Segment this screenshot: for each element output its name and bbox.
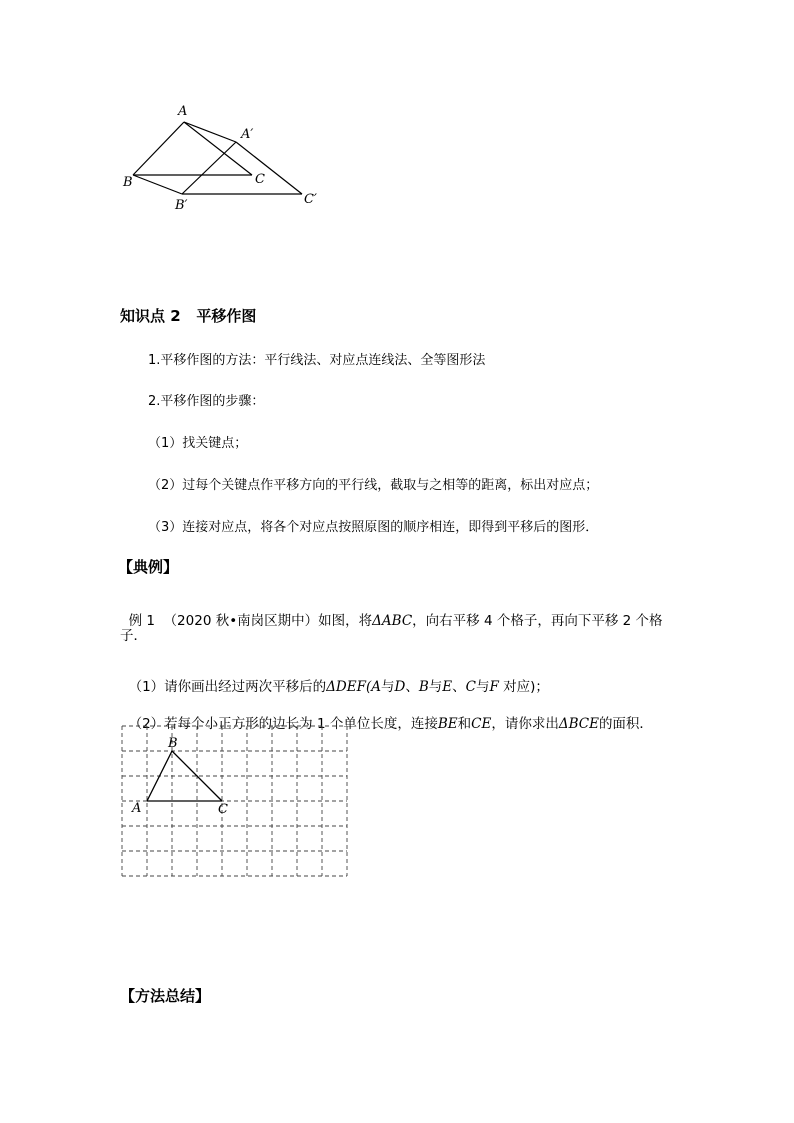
label-b-prime: B′ — [175, 198, 188, 213]
q1-with3: 与 — [475, 679, 490, 695]
step-2: （2）过每个关键点作平移方向的平行线，截取与之相等的距离，标出对应点； — [148, 478, 599, 493]
segment-a'b' — [182, 142, 236, 194]
grid-label-a: A — [132, 801, 142, 816]
q1-f: F — [489, 679, 499, 695]
q1-sep2: 、 — [452, 679, 466, 695]
segment-ab — [133, 122, 184, 175]
q1-end: 对应)； — [498, 679, 549, 695]
q1-d: D — [394, 679, 406, 695]
segment-bc-grid — [172, 751, 222, 801]
label-a-prime: A′ — [241, 127, 254, 142]
grid-label-c: C — [218, 802, 228, 817]
summary-title: 【方法总结】 — [120, 987, 211, 1005]
method-text: 1.平移作图的方法：平行线法、对应点连线法、全等图形法 — [148, 353, 486, 368]
q2-ce: CE — [471, 716, 492, 732]
question-2 — [120, 696, 653, 732]
triangle-abc: ΔABC — [372, 613, 413, 629]
example-line-2: 子． — [120, 628, 147, 644]
grid-label-b: B — [168, 736, 178, 751]
q1-sep1: 、 — [405, 679, 419, 695]
label-c: C — [255, 172, 265, 187]
step-3: （3）连接对应点，将各个对应点按照原图的顺序相连，即得到平移后的图形． — [148, 520, 599, 535]
q2-text-c: ，请你求出 — [491, 716, 559, 732]
segment-bb' — [133, 175, 182, 194]
example-title: 【典例】 — [118, 558, 179, 576]
example-intro: 例 1 （2020 秋•南岗区期中）如图，将 — [128, 613, 373, 629]
q2-end: 的面积． — [598, 716, 653, 732]
label-a: A — [178, 104, 188, 119]
example-translation: ，向右平移 4 个格子，再向下平移 2 个格 — [412, 613, 663, 629]
q1-text-b: 与 — [381, 679, 395, 695]
example-line-1 — [120, 593, 663, 629]
q1-def: ΔDEF(A — [326, 679, 381, 695]
q2-bce: ΔBCE — [558, 716, 599, 732]
segment-aa' — [184, 122, 236, 142]
step-1: （1）找关键点； — [148, 436, 248, 451]
label-c-prime: C′ — [304, 192, 317, 207]
translation-figure — [0, 0, 794, 260]
q1-c: C — [465, 679, 476, 695]
question-1 — [120, 659, 549, 695]
q1-with2: 与 — [428, 679, 443, 695]
section-title: 知识点 2 平移作图 — [120, 307, 257, 325]
q2-be: BE — [437, 716, 458, 732]
steps-title: 2.平移作图的步骤： — [148, 394, 265, 409]
q2-text-a: （2）若每个小正方形的边长为 1 个单位长度，连接 — [128, 716, 438, 732]
q1-e: E — [442, 679, 453, 695]
segment-ab-grid — [147, 751, 172, 801]
q1-b: B — [418, 679, 429, 695]
q1-text-a: （1）请你画出经过两次平移后的 — [128, 679, 327, 695]
label-b: B — [123, 175, 133, 190]
q2-and: 和 — [457, 716, 472, 732]
segment-a'c' — [236, 142, 302, 194]
